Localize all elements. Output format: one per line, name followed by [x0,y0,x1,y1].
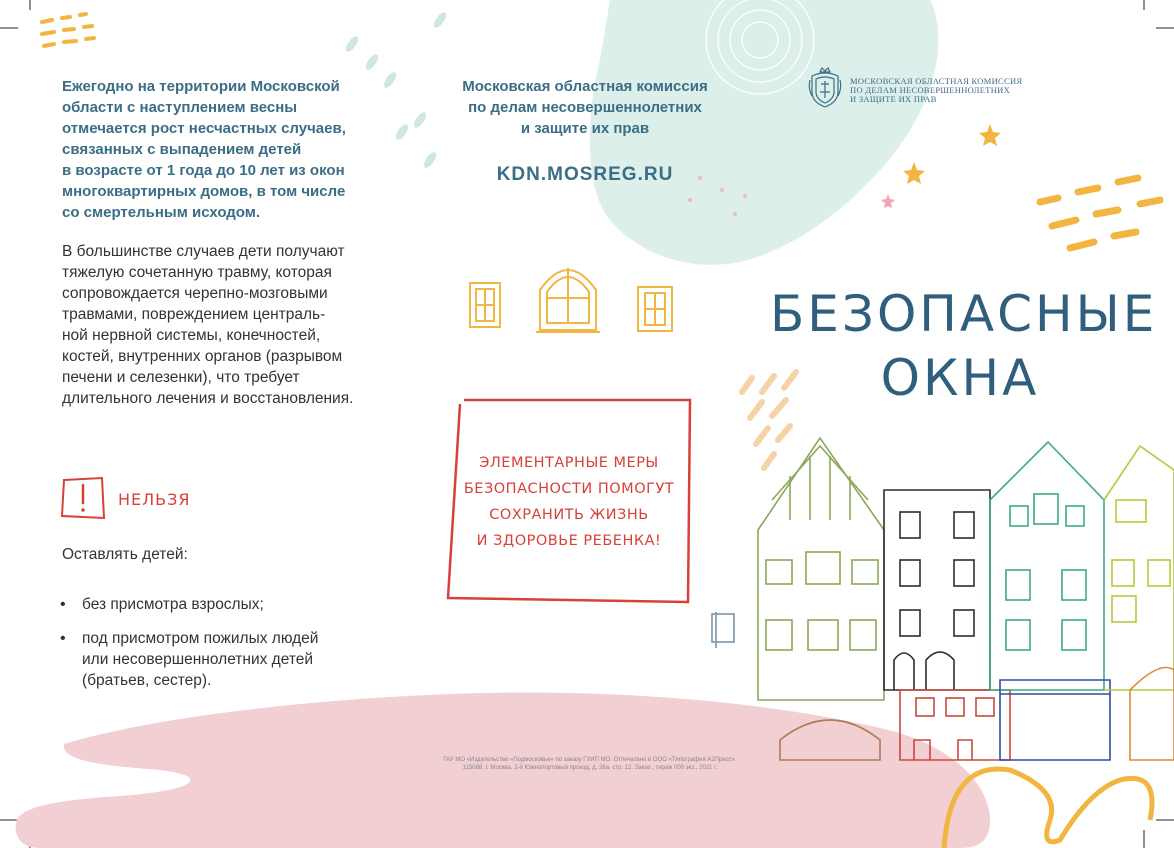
lead-paragraph: Ежегодно на территории Московской области с наступлением весны отмечается рост несчастных случаев, связанных с выпадением детей в возрасте от 1 года до 10 лет из окон многоквартирных домов, в том числе со смертельным исходом. [62,78,346,221]
leave-children-label: Оставлять детей: [62,546,188,563]
safety-callout: ЭЛЕМЕНТАРНЫЕ МЕРЫ БЕЗОПАСНОСТИ ПОМОГУТ СОХРАНИТЬ ЖИЗНЬ И ЗДОРОВЬЕ РЕБЕНКА! [463,455,675,549]
warning-label: НЕЛЬЗЯ [118,490,191,509]
brochure-title: БЕЗОПАСНЫЕ ОКНА [770,285,1158,407]
exclamation-icon [62,478,104,518]
organization-name: Московская областная комиссия по делам несовершеннолетних и защите их прав [462,78,708,137]
website-link[interactable]: KDN.MOSREG.RU [496,164,674,185]
body-paragraph: В большинстве случаев дети получают тяжелую сочетанную травму, которая сопровождается черепно-мозговыми травмами, повреждением централь- ной нервной системы, конечностей, костей, внутренних органов (разрывом печени и селезенки), что требует длительного лечения и восстановления. [62,243,354,407]
coat-of-arms-icon [808,66,842,110]
orange-windows [470,268,672,332]
commission-logo-text: МОСКОВСКАЯ ОБЛАСТНАЯ КОМИССИЯ ПО ДЕЛАМ НЕСОВЕРШЕННОЛЕТНИХ И ЗАЩИТЕ ИХ ПРАВ [850,76,1023,104]
orange-dashes-right [1040,178,1160,248]
imprint-text: ГАУ МО «Издательство «Подмосковье» по заказу ГУИП МО. Отпечатано в ООО «Типография А2Пресс». 115088, г. Москва, 2-й Южнопортовый проезд, д. 26а, стр. 12. Заказ , тираж 000 экз., 2021 г. [443,757,737,771]
bullet-icon: • [60,596,66,613]
orange-dashes-left [42,14,94,46]
bullet-icon: • [60,630,66,647]
left-column [62,76,382,409]
